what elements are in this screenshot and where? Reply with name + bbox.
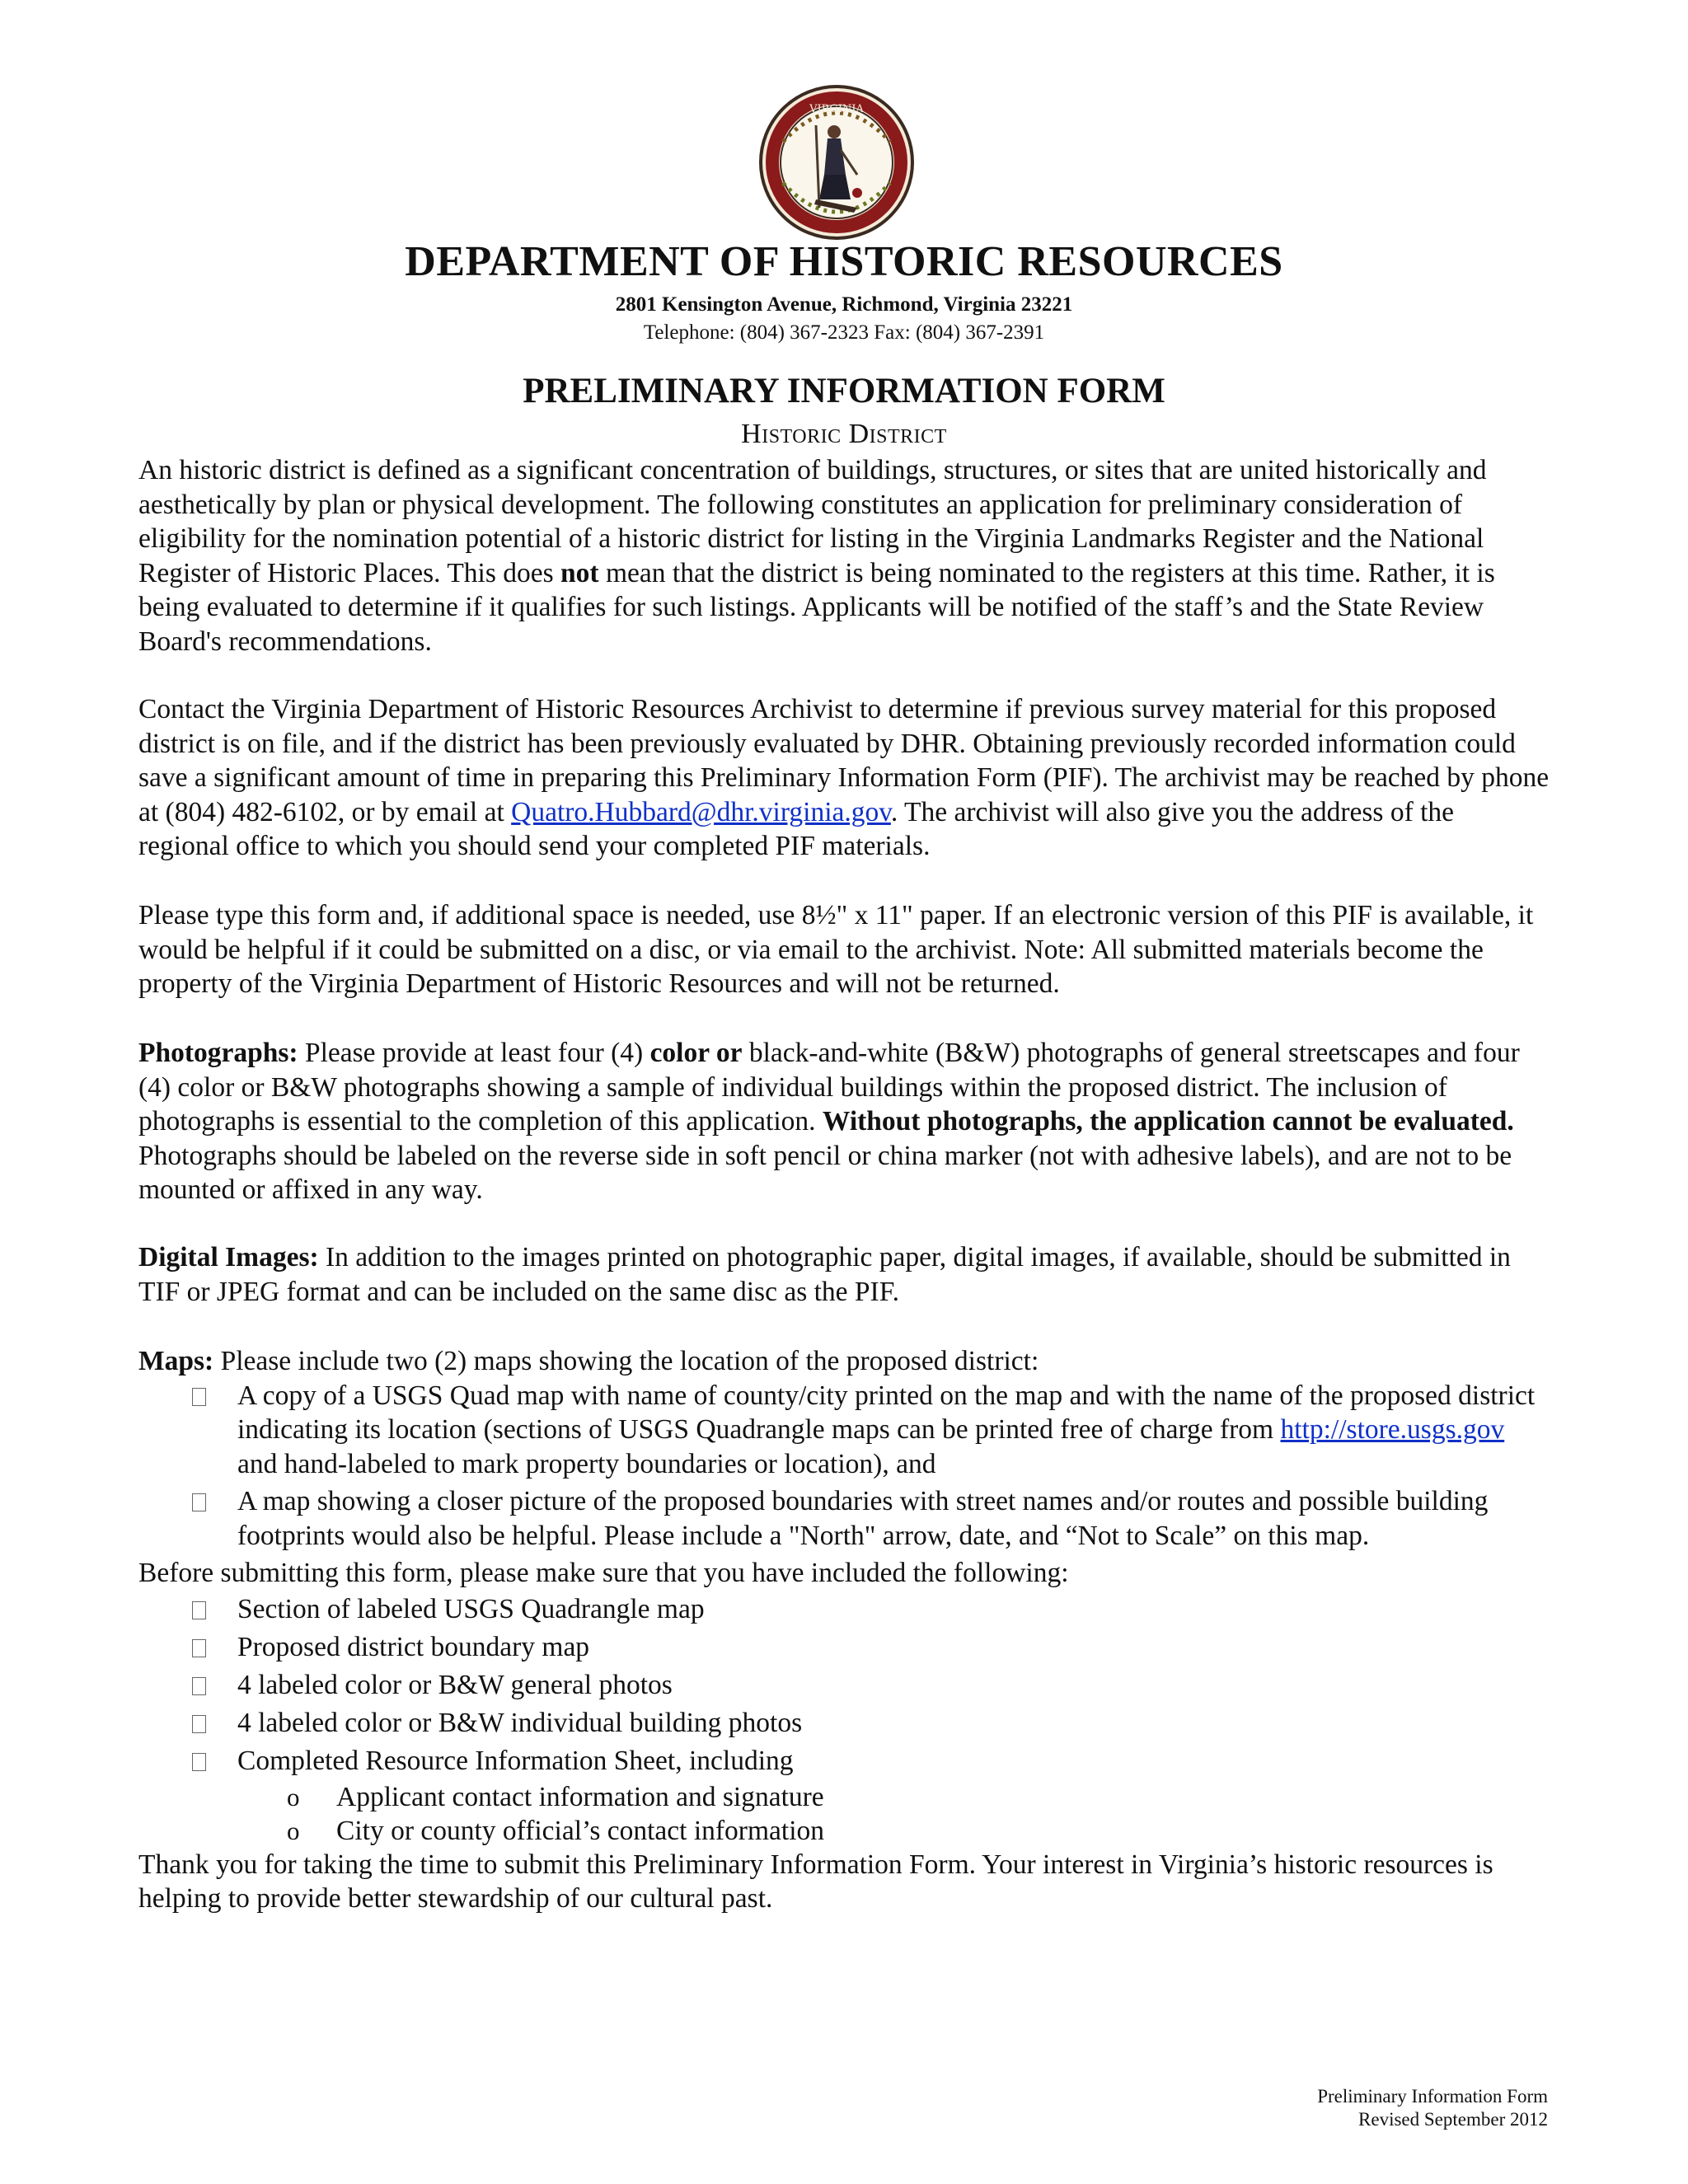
checkbox[interactable]	[192, 1493, 206, 1511]
form-title: PRELIMINARY INFORMATION FORM	[523, 372, 1165, 410]
map-item-text-cont: and hand-labeled to mark property boundaries or location), and	[237, 1448, 936, 1479]
digital-images-label: Digital Images:	[138, 1242, 319, 1272]
checklist-item-label: Proposed district boundary map	[237, 1631, 590, 1662]
closing-paragraph: Thank you for taking the time to submit this Preliminary Information Form. Your interest in Virginia’s historic resources is helping to provide better stewardship of our cultural past.	[138, 1849, 1493, 1914]
checklist-item	[138, 1629, 1550, 1666]
checklist-item-label: 4 labeled color or B&W general photos	[237, 1669, 673, 1700]
photographs-text-2: black-and-white (B&W) photographs of general streetscapes and four (4) color or B&W photographs showing a sample of individual buildings within the proposed district. The inclusion of photographs is essential to the completion of this application.	[138, 1038, 1520, 1137]
intro-paragraph	[138, 453, 1550, 658]
maps-section	[138, 1344, 1550, 1916]
digital-images-paragraph	[138, 1240, 1550, 1309]
bullet-icon: o	[287, 1782, 300, 1811]
maps-text: Please include two (2) maps showing the location of the proposed district:	[213, 1346, 1039, 1376]
checklist-item	[138, 1742, 1550, 1780]
photographs-text: Please provide at least four (4)	[298, 1038, 650, 1068]
bullet-icon: o	[287, 1816, 300, 1845]
department-address: 2801 Kensington Avenue, Richmond, Virginia 23221	[615, 293, 1073, 316]
page-footer	[1317, 2085, 1548, 2131]
map-item-text: A map showing a closer picture of the proposed boundaries with street names and/or routes and possible building footprints would also be helpful. Please include a "North" arrow, date, and “Not to Scale” on this map.	[237, 1486, 1489, 1551]
typing-paragraph	[138, 898, 1550, 1001]
checklist-sub-item-label: Applicant contact information and signature	[336, 1781, 824, 1812]
checklist-item	[138, 1704, 1550, 1742]
checklist-item	[138, 1666, 1550, 1704]
photographs-paragraph	[138, 1036, 1550, 1207]
intro-text: An historic district is defined as a significant concentration of buildings, structures, or sites that are united historically and aesthetically by plan or physical development. The following constitutes an application for preliminary consideration of eligibility for the nomination potential of a historic district for listing in the Virginia Landmarks Register and the National Register of Historic Places. This does	[138, 455, 1487, 588]
usgs-store-link[interactable]: http://store.usgs.gov	[1280, 1414, 1505, 1445]
map-item-text: A copy of a USGS Quad map with name of county/city printed on the map and with the name of the proposed district indicating its location (sections of USGS Quadrangle maps can be printed free of charge from	[237, 1380, 1536, 1445]
department-title: DEPARTMENT OF HISTORIC RESOURCES	[405, 238, 1283, 285]
map-requirement-item	[138, 1379, 1550, 1482]
checklist-sub-item	[138, 1780, 1550, 1814]
checkbox[interactable]	[192, 1639, 206, 1657]
checklist-intro: Before submitting this form, please make sure that you have included the following:	[138, 1558, 1069, 1588]
form-subtitle: Historic District	[741, 419, 947, 449]
photographs-label: Photographs:	[138, 1038, 298, 1068]
footer-revision-date: Revised September 2012	[1358, 2109, 1548, 2130]
virginia-state-seal-icon	[758, 84, 915, 241]
photographs-emphasis-2: Without photographs, the application cannot be evaluated.	[822, 1106, 1514, 1137]
department-phone: Telephone: (804) 367-2323 Fax: (804) 367-2391	[643, 321, 1045, 344]
contact-paragraph	[138, 692, 1550, 864]
contact-text-cont: . The archivist will also give you the address of the regional office to which you should send your completed PIF materials.	[138, 796, 1455, 861]
checklist-item-label: Completed Resource Information Sheet, including	[237, 1745, 794, 1776]
typing-text: Please type this form and, if additional space is needed, use 8½" x 11" paper. If an electronic version of this PIF is available, it would be helpful if it could be submitted on a disc, or via email to the archivist. Note: All submitted materials become the property of the Virginia Department of Historic Resources and will not be returned.	[138, 900, 1534, 999]
svg-text:VIRGINIA: VIRGINIA	[809, 103, 864, 115]
checklist-item-label: Section of labeled USGS Quadrangle map	[237, 1593, 705, 1624]
checklist-sub-item	[138, 1814, 1550, 1848]
digital-images-text: In addition to the images printed on photographic paper, digital images, if available, should be submitted in TIF or JPEG format and can be included on the same disc as the PIF.	[138, 1242, 1511, 1307]
maps-label: Maps:	[138, 1346, 214, 1376]
checkbox[interactable]	[192, 1677, 206, 1695]
checkbox[interactable]	[192, 1715, 206, 1733]
checkbox[interactable]	[192, 1753, 206, 1771]
intro-text-cont: mean that the district is being nominated to the registers at this time. Rather, it is being evaluated to determine if it qualifies for such listings. Applicants will be notified of the staff’s and the State Review Board's recommendations.	[138, 557, 1495, 657]
checkbox[interactable]	[192, 1388, 206, 1406]
checklist-item-label: 4 labeled color or B&W individual building photos	[237, 1707, 803, 1738]
contact-text: Contact the Virginia Department of Historic Resources Archivist to determine if previous survey material for this proposed district is on file, and if the district has been previously evaluated by DHR. Obtaining previously recorded information could save a significant amount of time in preparing this Preliminary Information Form (PIF). The archivist may be reached by phone at (804) 482-6102, or by email at	[138, 694, 1550, 827]
checklist-item	[138, 1591, 1550, 1629]
photographs-emphasis-1: color or	[649, 1038, 743, 1068]
archivist-email-link[interactable]: Quatro.Hubbard@dhr.virginia.gov	[511, 796, 891, 827]
photographs-text-3: Photographs should be labeled on the reverse side in soft pencil or china marker (not with adhesive labels), and are not to be mounted or affixed in any way.	[138, 1140, 1512, 1205]
checkbox[interactable]	[192, 1601, 206, 1619]
footer-form-name: Preliminary Information Form	[1317, 2086, 1548, 2107]
intro-emphasis: not	[560, 557, 599, 588]
checklist-sub-item-label: City or county official’s contact information	[336, 1815, 825, 1846]
map-requirement-item	[138, 1484, 1550, 1553]
